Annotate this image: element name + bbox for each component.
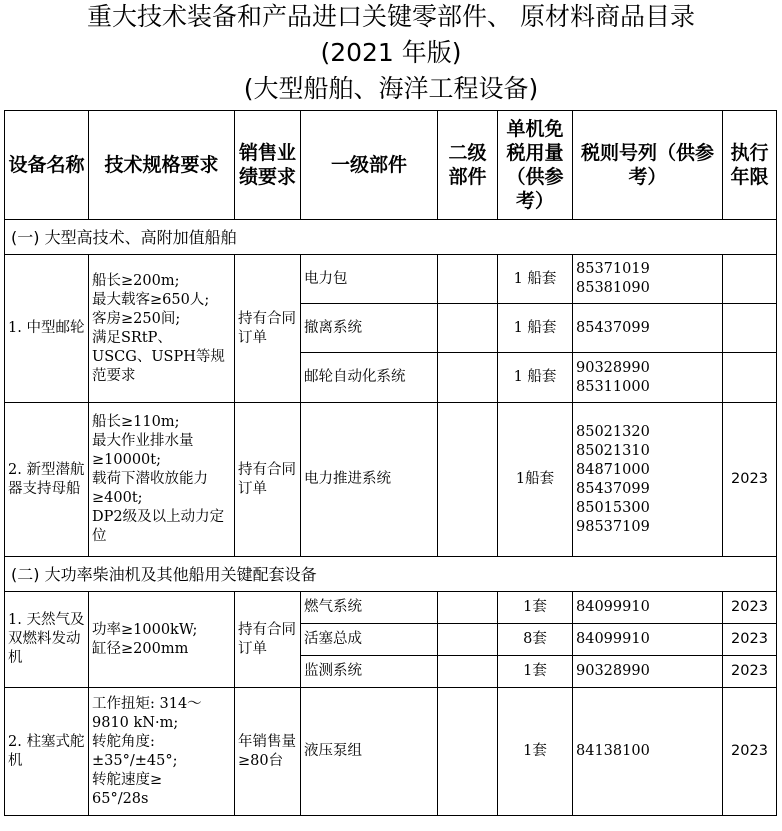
section-row	[5, 220, 777, 255]
part2-cell	[438, 688, 498, 816]
part1-cell: 液压泵组	[301, 688, 438, 816]
header-part1: 一级部件	[301, 111, 438, 220]
equip-name: 1. 中型邮轮	[5, 255, 89, 403]
part2-cell	[438, 255, 498, 304]
tech-spec: 船长≥200m; 最大载客≥650人; 客房≥250间; 满足SRtP、USCG、USPH等规范要求	[89, 255, 235, 403]
catalog-table	[4, 110, 777, 816]
part1-cell: 邮轮自动化系统	[301, 353, 438, 403]
part2-cell	[438, 403, 498, 557]
tax-code-cell: 84138100	[573, 688, 723, 816]
part1-cell: 电力包	[301, 255, 438, 304]
part1-cell: 电力推进系统	[301, 403, 438, 557]
part1-cell: 燃气系统	[301, 592, 438, 624]
header-tax-code: 税则号列（供参考）	[573, 111, 723, 220]
table-row	[5, 255, 777, 304]
section-title: (二) 大功率柴油机及其他船用关键配套设备	[5, 557, 777, 592]
qty-cell: 1套	[498, 656, 573, 688]
equip-name: 1. 天然气及双燃料发动机	[5, 592, 89, 688]
qty-cell: 1套	[498, 688, 573, 816]
part1-cell: 活塞总成	[301, 624, 438, 656]
qty-cell: 1 船套	[498, 304, 573, 353]
tax-code-cell: 84099910	[573, 592, 723, 624]
equip-name: 2. 新型潜航器支持母船	[5, 403, 89, 557]
tax-code-cell: 85371019 85381090	[573, 255, 723, 304]
qty-cell: 1套	[498, 592, 573, 624]
tax-code-cell: 85021320 85021310 84871000 85437099 85015300 98537109	[573, 403, 723, 557]
table-row	[5, 592, 777, 624]
part2-cell	[438, 592, 498, 624]
year-cell	[723, 353, 777, 403]
part2-cell	[438, 624, 498, 656]
part2-cell	[438, 353, 498, 403]
table-row	[5, 688, 777, 816]
year-cell	[723, 304, 777, 353]
qty-cell: 1船套	[498, 403, 573, 557]
part1-cell: 撤离系统	[301, 304, 438, 353]
header-year: 执行年限	[723, 111, 777, 220]
equip-name: 2. 柱塞式舵机	[5, 688, 89, 816]
tax-code-cell: 85437099	[573, 304, 723, 353]
year-cell	[723, 255, 777, 304]
qty-cell: 1 船套	[498, 255, 573, 304]
tech-spec: 功率≥1000kW; 缸径≥200mm	[89, 592, 235, 688]
year-cell: 2023	[723, 624, 777, 656]
page-subtitle-category: (大型船舶、海洋工程设备)	[243, 74, 539, 103]
part1-cell: 监测系统	[301, 656, 438, 688]
qty-cell: 1 船套	[498, 353, 573, 403]
qty-cell: 8套	[498, 624, 573, 656]
header-qty: 单机免税用量（供参考）	[498, 111, 573, 220]
section-row	[5, 557, 777, 592]
year-cell: 2023	[723, 403, 777, 557]
tech-spec: 工作扭矩: 314～9810 kN·m; 转舵角度: ±35°/±45°; 转舵速度≥ 65°/28s	[89, 688, 235, 816]
sales-requirement: 持有合同订单	[235, 255, 301, 403]
year-cell: 2023	[723, 592, 777, 624]
header-tech-spec: 技术规格要求	[89, 111, 235, 220]
header-row	[5, 111, 777, 220]
tax-code-cell: 90328990 85311000	[573, 353, 723, 403]
part2-cell	[438, 656, 498, 688]
year-cell: 2023	[723, 688, 777, 816]
tech-spec: 船长≥110m; 最大作业排水量≥10000t; 载荷下潜收放能力≥400t; DP2级及以上动力定位	[89, 403, 235, 557]
header-equip-name: 设备名称	[5, 111, 89, 220]
table-row	[5, 403, 777, 557]
year-cell: 2023	[723, 656, 777, 688]
header-sales: 销售业绩要求	[235, 111, 301, 220]
page-title: 重大技术装备和产品进口关键零部件、 原材料商品目录	[87, 2, 695, 31]
sales-requirement: 持有合同订单	[235, 592, 301, 688]
sales-requirement: 年销售量≥80台	[235, 688, 301, 816]
sales-requirement: 持有合同订单	[235, 403, 301, 557]
tax-code-cell: 84099910	[573, 624, 723, 656]
header-part2: 二级部件	[438, 111, 498, 220]
part2-cell	[438, 304, 498, 353]
page-subtitle-edition: (2021 年版)	[320, 38, 462, 67]
tax-code-cell: 90328990	[573, 656, 723, 688]
section-title: (一) 大型高技术、高附加值船舶	[5, 220, 777, 255]
